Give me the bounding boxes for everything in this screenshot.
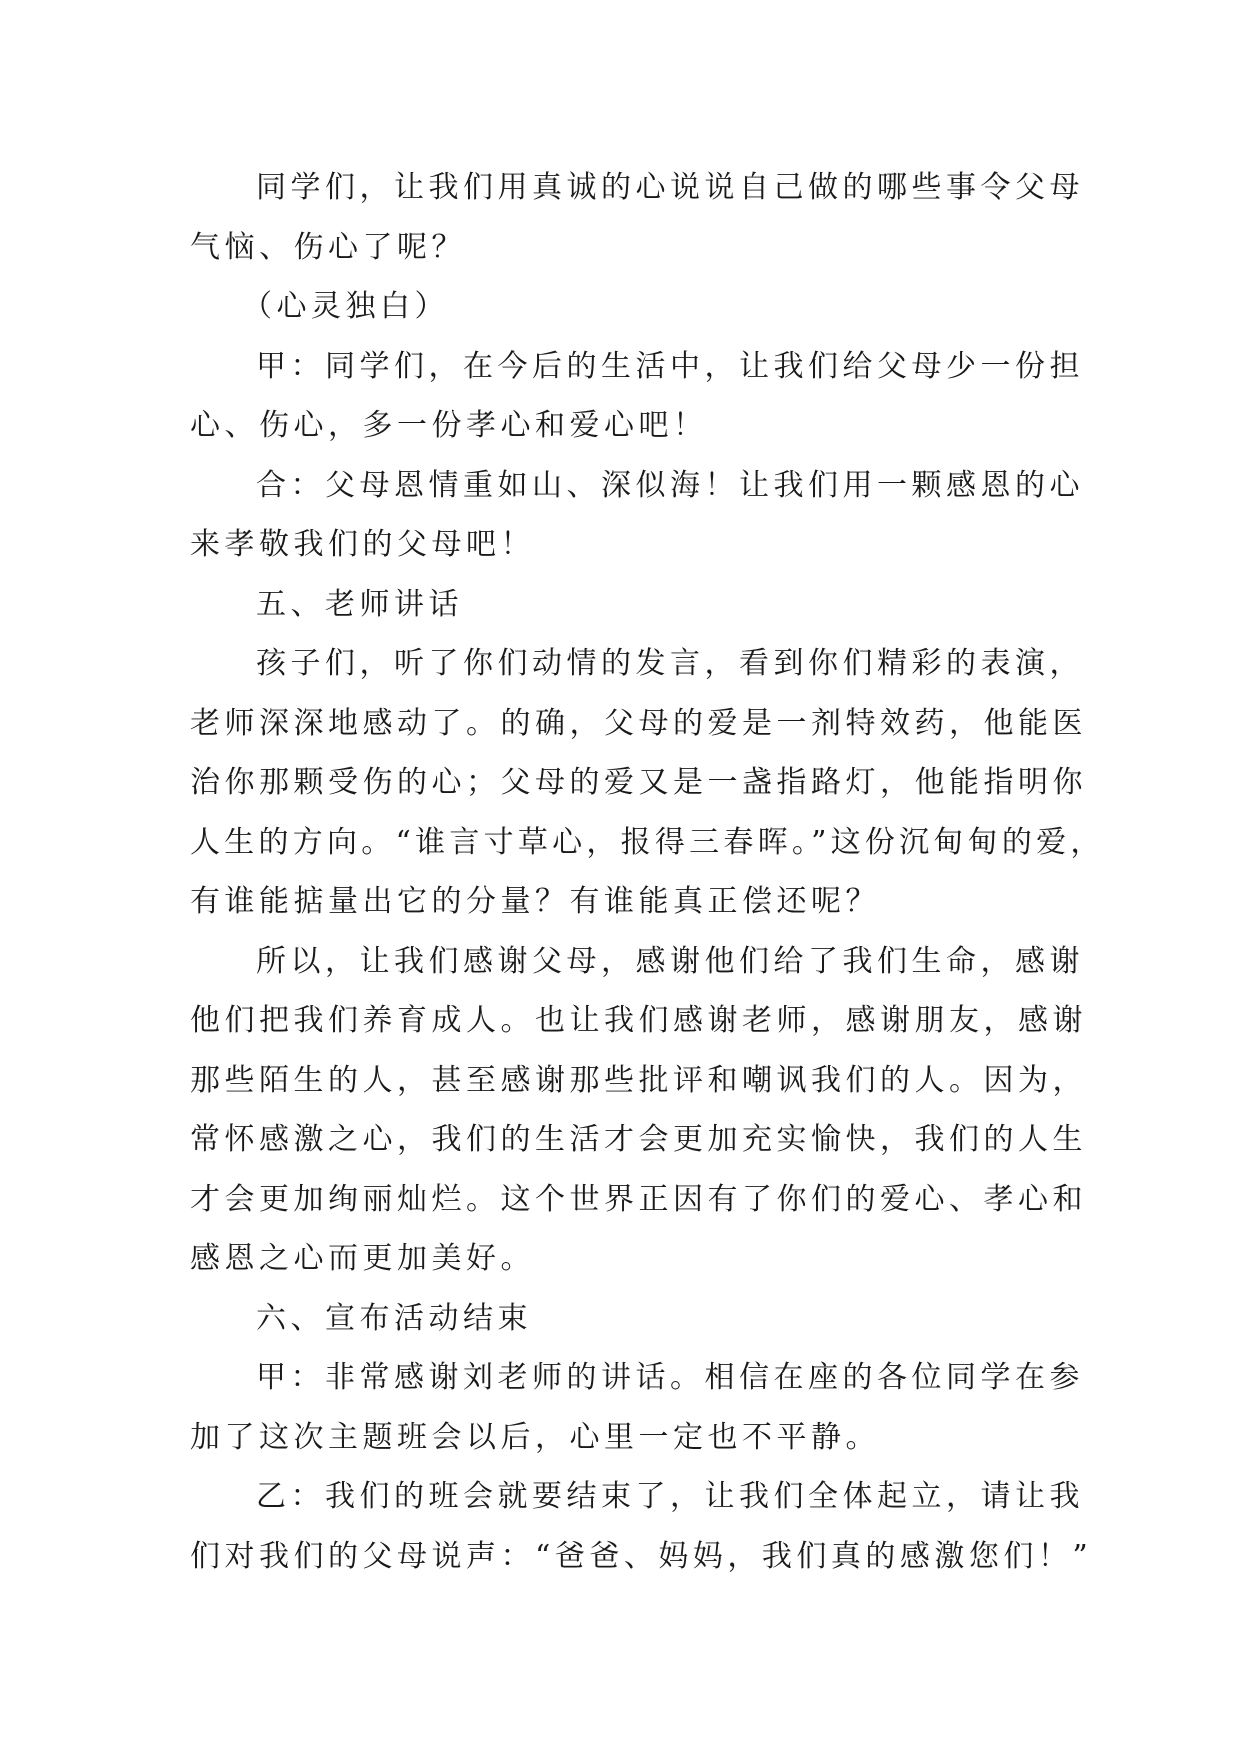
paragraph-line: 治你那颗受伤的心；父母的爱又是一盏指路灯，他能指明你: [190, 765, 1087, 800]
paragraph-line: 心、伤心，多一份孝心和爱心吧！: [190, 408, 708, 443]
stage-direction: （心灵独白）: [242, 289, 449, 324]
paragraph-line: 甲：非常感谢刘老师的讲话。相信在座的各位同学在参: [256, 1360, 1084, 1395]
paragraph-line: 常怀感激之心，我们的生活才会更加充实愉快，我们的人生: [190, 1122, 1087, 1157]
paragraph-line: 加了这次主题班会以后，心里一定也不平静。: [190, 1419, 880, 1455]
paragraph-line: 人生的方向。“谁言寸草心，报得三春晖。”这份沉甸甸的爱，: [190, 824, 1105, 860]
section-heading: 六、宣布活动结束: [256, 1300, 532, 1336]
paragraph-line: 们对我们的父母说声：“爸爸、妈妈，我们真的感激您们！”: [190, 1538, 1093, 1574]
paragraph-line: 乙：我们的班会就要结束了，让我们全体起立，请让我: [256, 1479, 1084, 1514]
paragraph-line: 老师深深地感动了。的确，父母的爱是一剂特效药，他能医: [190, 705, 1087, 741]
paragraph-line: 感恩之心而更加美好。: [190, 1241, 535, 1276]
section-heading: 五、老师讲话: [256, 586, 463, 622]
paragraph-line: 有谁能掂量出它的分量？有谁能真正偿还呢？: [190, 884, 880, 919]
paragraph-line: 来孝敬我们的父母吧！: [190, 527, 535, 562]
document-body: [190, 158, 1105, 1586]
paragraph-line: 孩子们，听了你们动情的发言，看到你们精彩的表演，: [256, 646, 1084, 681]
paragraph-line: 同学们，让我们用真诚的心说说自己做的哪些事令父母: [256, 170, 1084, 205]
paragraph-line: 气恼、伤心了呢？: [190, 229, 466, 265]
paragraph-line: 合：父母恩情重如山、深似海！让我们用一颗感恩的心: [256, 467, 1084, 503]
paragraph-line: 所以，让我们感谢父母，感谢他们给了我们生命，感谢: [256, 943, 1084, 979]
paragraph-line: 才会更加绚丽灿烂。这个世界正因有了你们的爱心、孝心和: [190, 1181, 1087, 1217]
paragraph-line: 甲：同学们，在今后的生活中，让我们给父母少一份担: [256, 348, 1084, 384]
paragraph-line: 那些陌生的人，甚至感谢那些批评和嘲讽我们的人。因为，: [190, 1062, 1087, 1098]
paragraph-line: 他们把我们养育成人。也让我们感谢老师，感谢朋友，感谢: [190, 1003, 1087, 1038]
